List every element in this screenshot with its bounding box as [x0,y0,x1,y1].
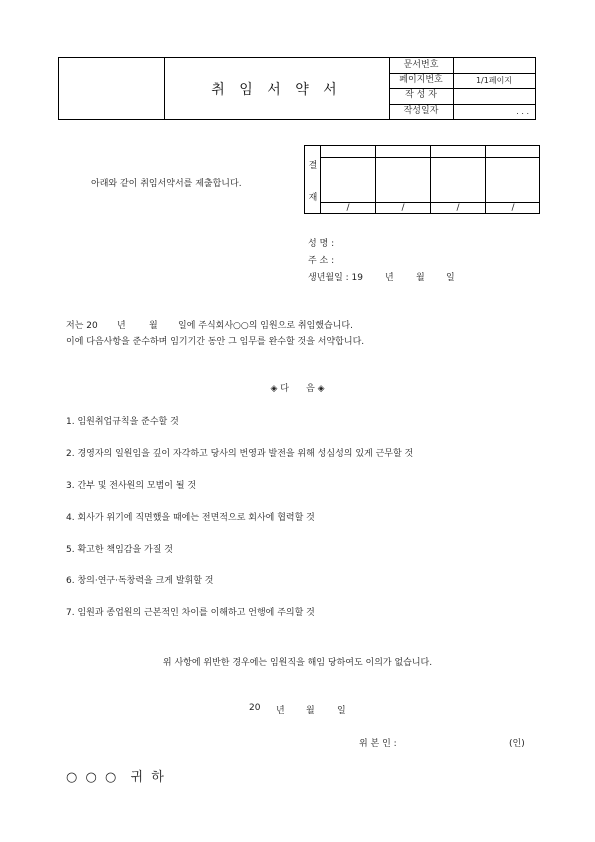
pledge-item: 2. 경영자의 일원임을 깊이 자각하고 당사의 번영과 발전을 위해 성심성의 있게 근무할 것 [66,449,414,459]
approval-row-divider [320,157,539,158]
author-value [453,88,535,103]
date-year-unit: 년 [276,706,285,716]
document-header-table [58,57,536,120]
addressee: ○ ○ ○ 귀 하 [66,770,166,785]
closing-statement: 위 사항에 위반한 경우에는 임원직을 해임 당하여도 이의가 없습니다. [162,658,433,668]
signer-label: 위 본 인 : [359,739,397,749]
pledge-item: 4. 회사가 위기에 직면했을 때에는 전면적으로 회사에 협력할 것 [66,513,315,523]
approval-date-slash: / [511,203,515,213]
approval-char-top: 결 [308,161,318,171]
document-title: 취 임 서 약 서 [211,81,342,98]
pledge-item: 3. 간부 및 전사원의 모범이 될 것 [66,481,197,491]
pledge-item: 7. 임원과 종업원의 근본적인 차이를 이해하고 언행에 주의할 것 [66,608,315,618]
pledge-item: 1. 임원취업규칙을 준수할 것 [66,417,179,427]
approval-date-slash: / [346,203,350,213]
date-written-label: 작성일자 [403,106,439,116]
doc-number-value [453,58,535,73]
pledge-year-unit: 년 [117,321,126,331]
pledge-month-unit: 월 [149,321,158,331]
approval-date-slash: / [456,203,460,213]
section-heading: ◈ 다 음 ◈ [270,384,325,394]
pledge-line-1-prefix: 저는 20 [66,321,98,331]
date-written-value: . . . [516,107,529,116]
approval-char-bottom: 재 [308,193,318,203]
pledge-line-1-rest: 일에 주식회사○○의 임원으로 취임했습니다. [178,321,353,331]
date-year: 20 [249,703,261,713]
date-month-unit: 월 [306,706,315,716]
address-label: 주 소 : [308,256,335,266]
birth-day-unit: 일 [446,273,455,283]
birth-date-label: 생년월일 : 19 [308,273,363,283]
submission-statement: 아래와 같이 취임서약서를 제출합니다. [91,179,242,189]
author-label: 작 성 자 [405,90,437,100]
doc-number-label: 문서번호 [403,60,439,70]
pledge-line-2: 이에 다음사항을 준수하며 임기기간 동안 그 임무를 완수할 것을 서약합니다. [66,337,365,347]
pledge-item: 5. 확고한 책임감을 가질 것 [66,545,173,555]
seal-mark: (인) [509,739,525,749]
name-label: 성 명 : [308,239,335,249]
birth-year-unit: 년 [385,273,394,283]
birth-month-unit: 월 [416,273,425,283]
pledge-item: 6. 창의·연구·독창력을 크게 발휘할 것 [66,576,214,586]
date-day-unit: 일 [337,706,346,716]
page-number-value: 1/1페이지 [475,76,513,85]
approval-box [304,145,540,214]
page-number-label: 페이지번호 [399,75,443,85]
approval-date-slash: / [401,203,405,213]
